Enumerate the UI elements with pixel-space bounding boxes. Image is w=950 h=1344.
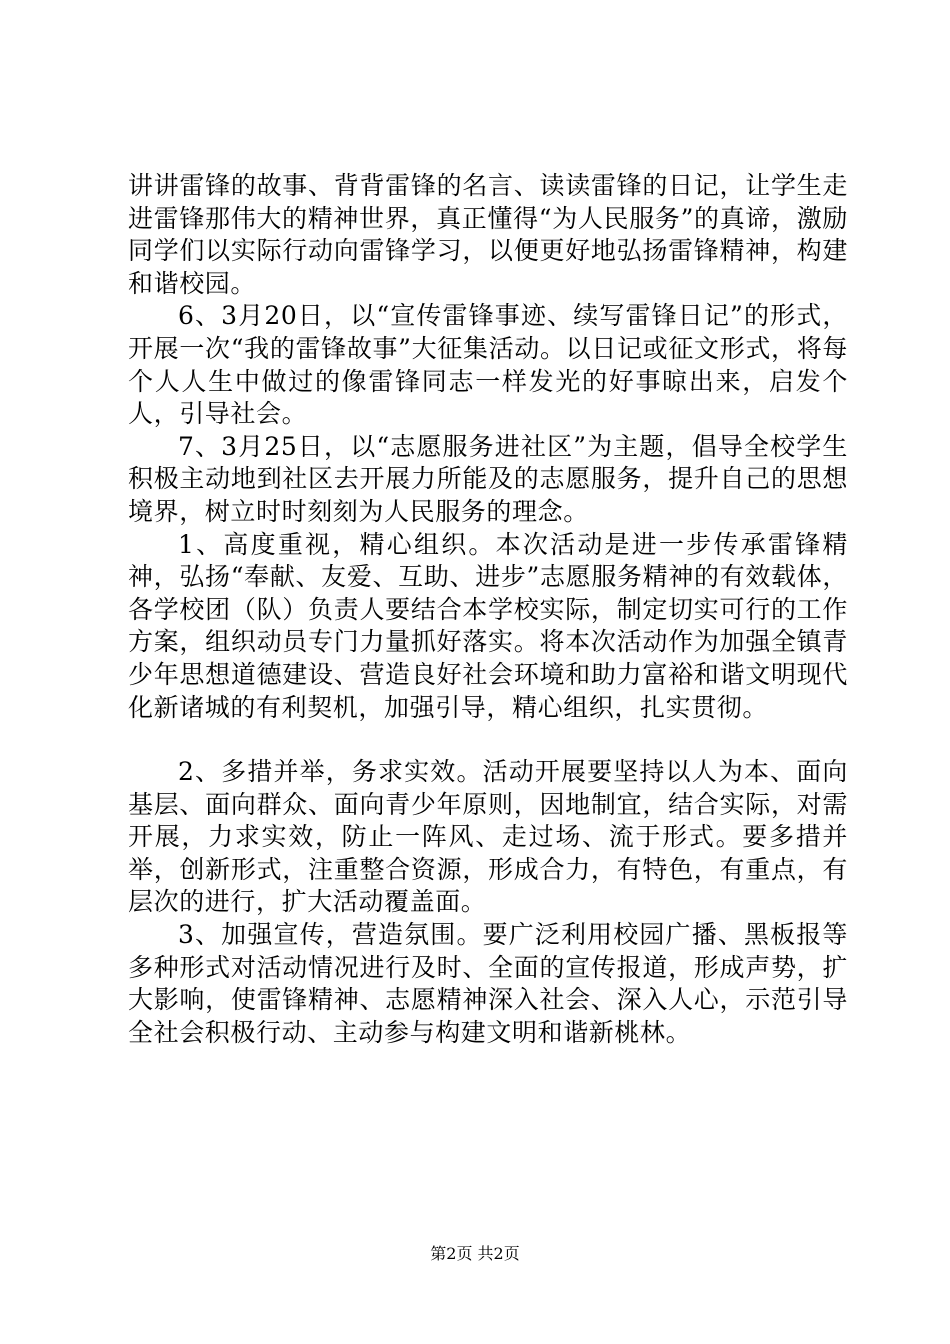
document-body — [128, 170, 848, 1049]
paragraph-requirement-1: 1、高度重视，精心组织。本次活动是进一步传承雷锋精神，弘扬“奉献、友爱、互助、进步”志愿服务精神的有效载体，各学校团（队）负责人要结合本学校实际，制定切实可行的工作方案，组织动员专门力量抓好落实。将本次活动作为加强全镇青少年思想道德建设、营造良好社会环境和助力富裕和谐文明现代化新诸城的有利契机，加强引导，精心组织，扎实贯彻。 — [128, 529, 848, 722]
paragraph-item-7: 7、3月25日，以“志愿服务进社区”为主题，倡导全校学生积极主动地到社区去开展力所能及的志愿服务，提升自己的思想境界，树立时时刻刻为人民服务的理念。 — [128, 431, 848, 526]
page-footer — [0, 1244, 950, 1264]
paragraph-requirement-2: 2、多措并举，务求实效。活动开展要坚持以人为本、面向基层、面向群众、面向青少年原则，因地制宜，结合实际，对需开展，力求实效，防止一阵风、走过场、流于形式。要多措并举，创新形式，注重整合资源，形成合力，有特色，有重点，有层次的进行，扩大活动覆盖面。 — [128, 757, 848, 917]
page-number-label: 第2页 共2页 — [430, 1244, 520, 1263]
paragraph-requirement-3: 3、加强宣传，营造氛围。要广泛利用校园广播、黑板报等多种形式对活动情况进行及时、全面的宣传报道，形成声势，扩大影响，使雷锋精神、志愿精神深入社会、深入人心，示范引导全社会积极行动、主动参与构建文明和谐新桃林。 — [128, 920, 848, 1047]
paragraph-item-6: 6、3月20日，以“宣传雷锋事迹、续写雷锋日记”的形式，开展一次“我的雷锋故事”大征集活动。以日记或征文形式，将每个人人生中做过的像雷锋同志一样发光的好事晾出来，启发个人，引导社会。 — [128, 301, 848, 429]
paragraph-continuation: 讲讲雷锋的故事、背背雷锋的名言、读读雷锋的日记，让学生走进雷锋那伟大的精神世界，真正懂得“为人民服务”的真谛，激励同学们以实际行动向雷锋学习，以便更好地弘扬雷锋精神，构建和谐校园。 — [128, 171, 848, 298]
